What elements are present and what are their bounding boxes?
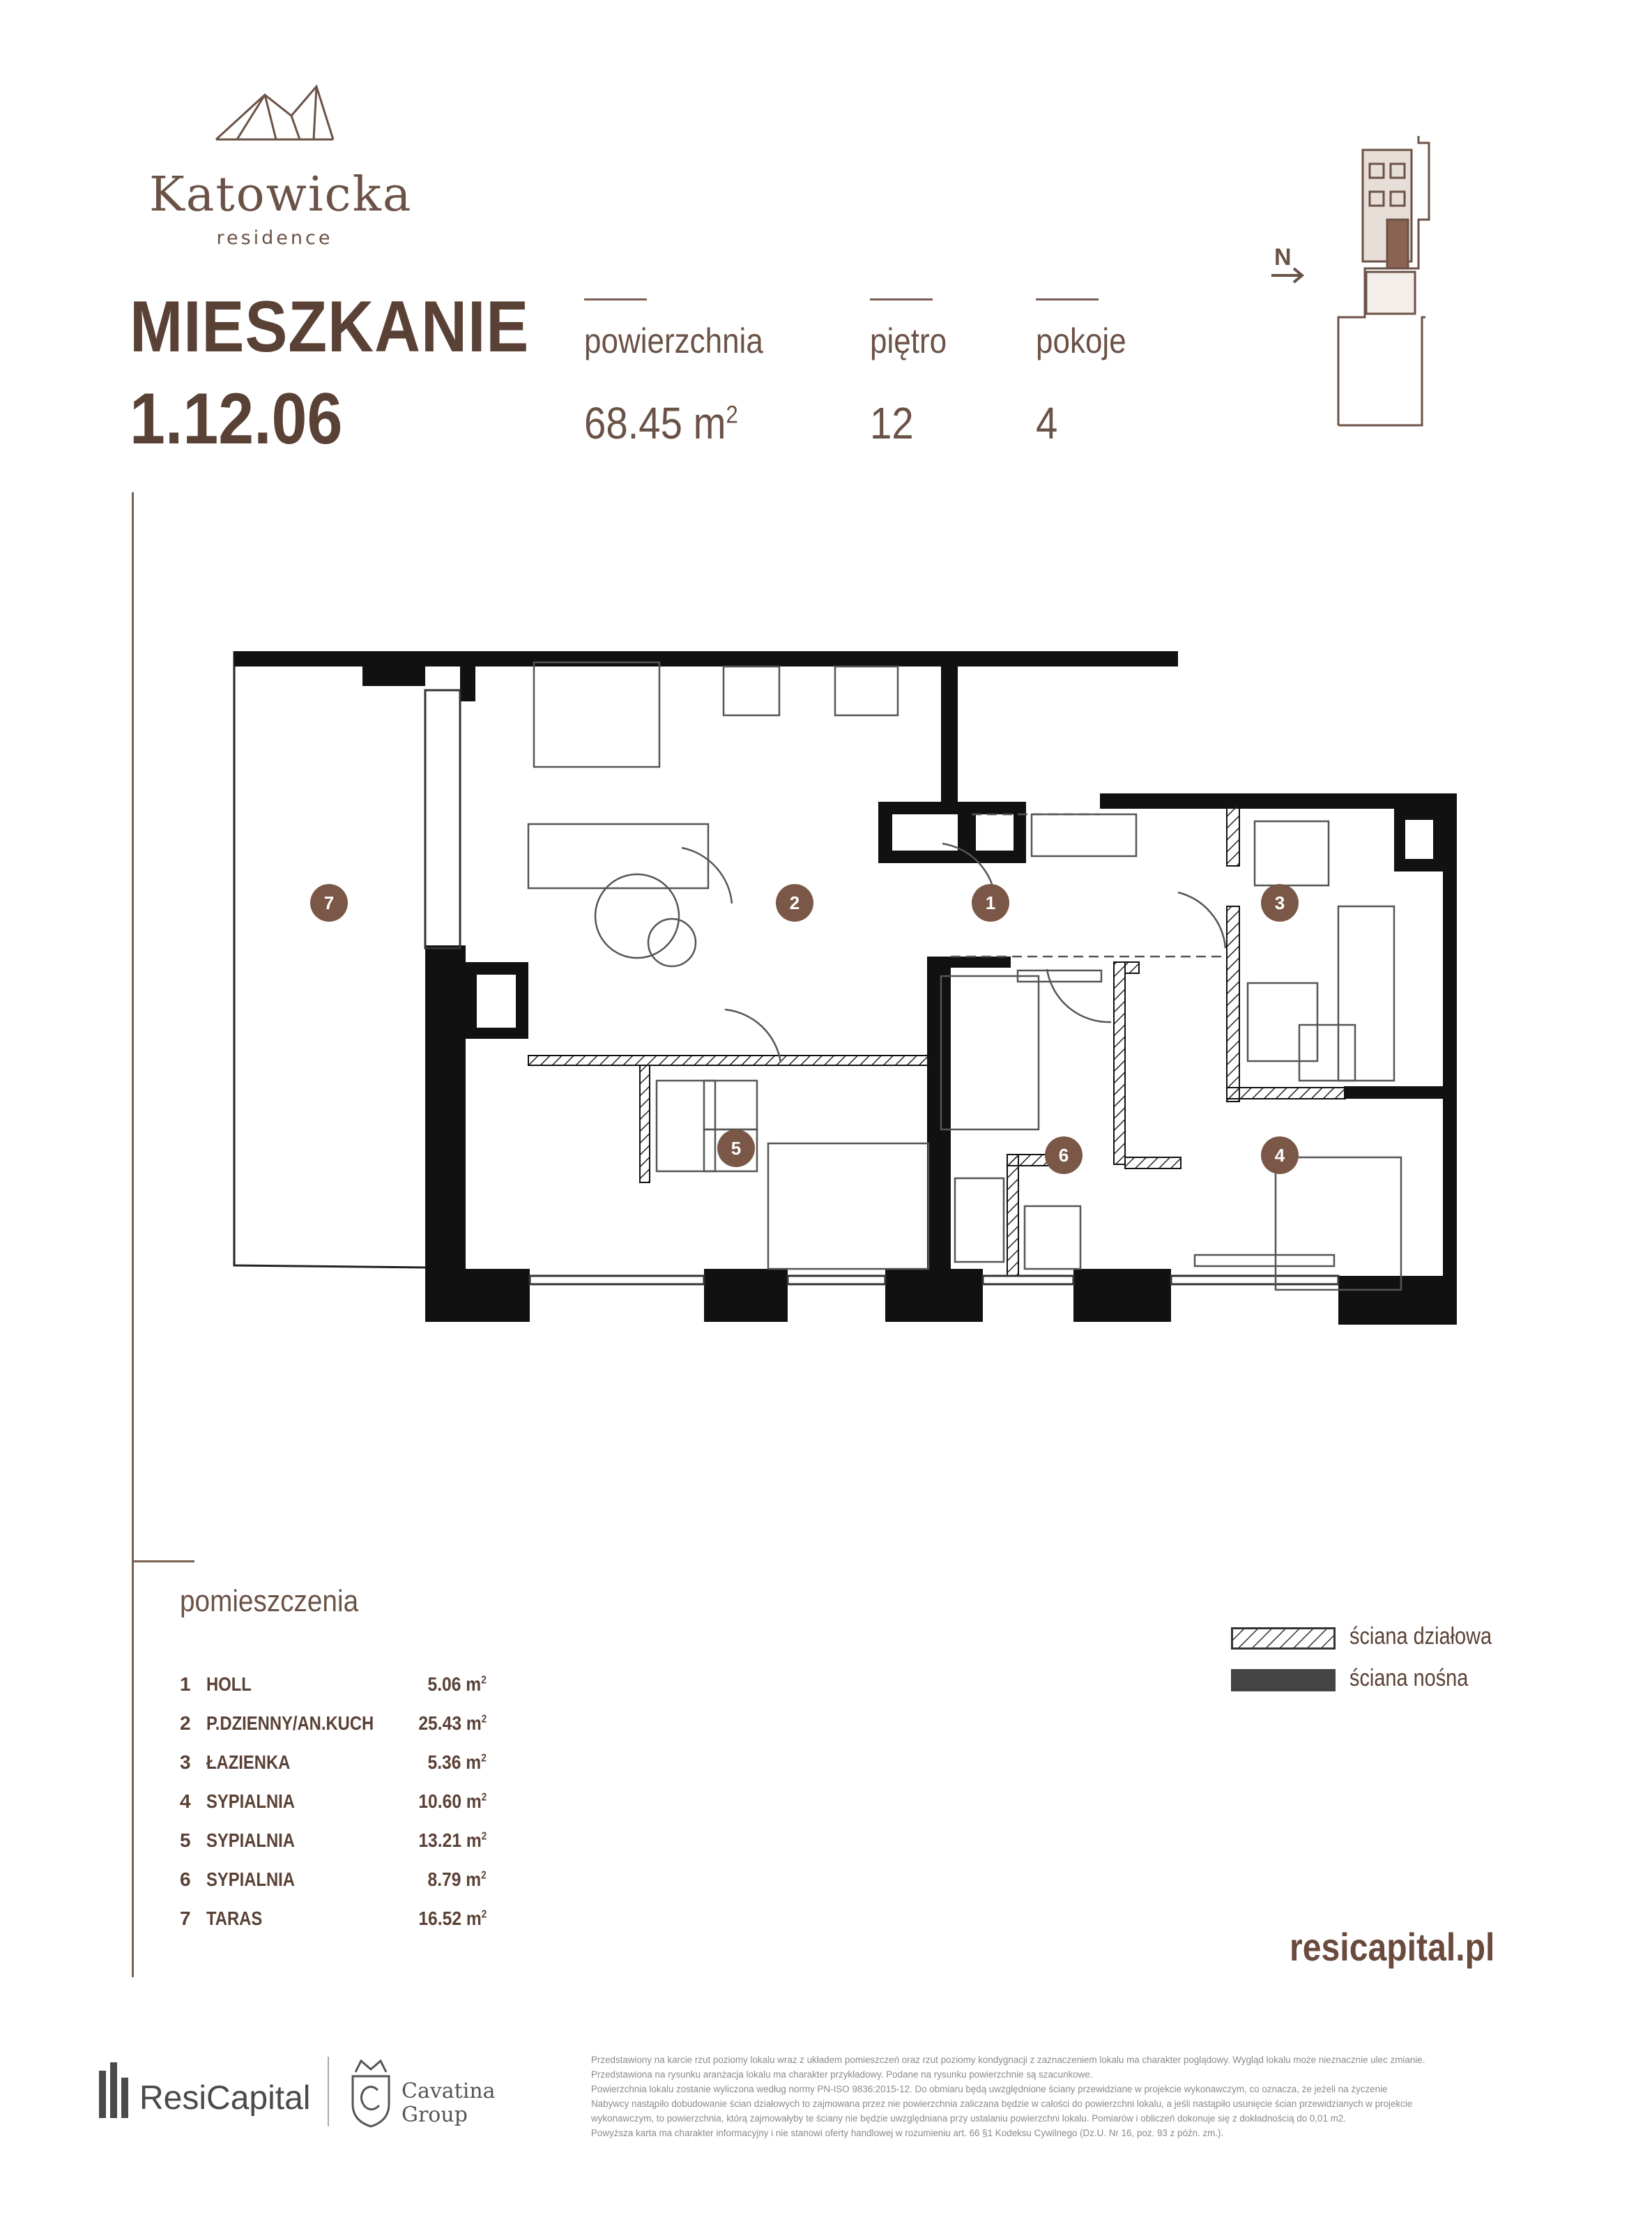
north-label: N <box>1274 244 1292 271</box>
bearing-wall-swatch <box>1231 1669 1336 1691</box>
stat-rule <box>1036 298 1099 300</box>
stat-value-area: 68.45 $m^2$ <box>584 398 738 448</box>
footer-divider <box>328 2057 329 2126</box>
marker-4: 4 <box>1274 1145 1285 1166</box>
room-row: 1 HOLL 5.06 $m^2$ <box>180 1673 487 1695</box>
marker-5: 5 <box>731 1138 742 1159</box>
marker-6: 6 <box>1058 1145 1069 1166</box>
cavatina-group-wordmark: Group <box>401 2103 468 2127</box>
brand-subtitle: residence <box>216 227 333 249</box>
resicapital-logo-icon <box>98 2057 134 2119</box>
marker-2: 2 <box>789 892 800 913</box>
legal-disclaimer: Przedstawiony na karcie rzut poziomy lokalu wraz z układem pomieszczeń oraz rzut poziomy kondygnacji z zaznaczeniem lokalu ma charakter poglądowy. Wygląd lokalu może nieznacznie ulec zmianie. Przedstawiona na rysunku aranżacja lokalu ma charakter przykładowy. Podane na rysunku powierzchnie są szacunkowe. Powierzchnia lokalu zostanie wyliczona według normy PN-ISO 9836:2015-12. Do obmiaru będą uwzględnione ściany przewidziane w projekcie wykonawczym, co oznacza, że jeżeli na życzenie Nabywcy nastąpiło dobudowanie ścian działowych to zajmowana przez nie powierzchnia zaliczana będzie w całości do powierzchni lokalu, a jeśli nastąpiło usunięcie ścian przewidzianych w projekcie wykonawczym, to powierzchnia, którą zajmowałyby te ściany nie będzie uwzględniana przy ustalaniu powierzchni lokalu. Pomiarów i obliczeń dokonuje się z dokładnością do 0,01 m2. Powyższa karta ma charakter informacyjny i nie stanowi oferty handlowej w rozumieniu art. 66 §1 Kodeksu Cywilnego (Dz.U. Nr 16, poz. 93 z późn. zm.). <box>591 2055 1425 2138</box>
furniture <box>528 662 1401 1290</box>
website-link[interactable]: resicapital.pl <box>1290 1925 1495 1969</box>
room-row: 6 SYPIALNIA 8.79 $m^2$ <box>180 1868 487 1890</box>
side-rule <box>132 492 134 1977</box>
bearing-walls <box>234 651 1457 1325</box>
stat-value-rooms: 4 <box>1036 398 1058 448</box>
stat-value-floor: 12 <box>870 398 914 448</box>
stat-label-area: powierzchnia <box>584 321 763 360</box>
north-arrow-icon <box>1271 268 1302 282</box>
stat-rule <box>584 298 647 300</box>
resicapital-wordmark: ResiCapital <box>139 2080 311 2117</box>
building-keyplan <box>1262 136 1443 429</box>
side-tick <box>132 1560 194 1562</box>
cavatina-crest-icon <box>349 2055 393 2128</box>
room-row: 5 SYPIALNIA 13.21 $m^2$ <box>180 1829 487 1851</box>
marker-1: 1 <box>985 892 996 913</box>
legend-partition-label: ściana działowa <box>1349 1623 1492 1650</box>
stat-rule <box>870 298 933 300</box>
room-row: 4 SYPIALNIA 10.60 $m^2$ <box>180 1790 487 1812</box>
windows <box>425 690 1338 1284</box>
room-row: 3 ŁAZIENKA 5.36 $m^2$ <box>180 1751 487 1773</box>
marker-3: 3 <box>1274 892 1285 913</box>
room-row: 7 TARAS 16.52 $m^2$ <box>180 1908 487 1929</box>
terrace <box>234 651 425 1267</box>
partition-wall-swatch <box>1231 1627 1336 1650</box>
stat-label-floor: piętro <box>870 321 947 360</box>
brand-name: Katowicka <box>149 167 413 222</box>
mountain-logo-icon <box>209 82 335 145</box>
stat-label-rooms: pokoje <box>1036 321 1126 360</box>
floor-plan <box>230 641 1457 1353</box>
cavatina-wordmark: Cavatina <box>401 2079 496 2103</box>
marker-7: 7 <box>323 892 335 913</box>
room-row: 2 P.DZIENNY/AN.KUCH 25.43 $m^2$ <box>180 1712 487 1734</box>
apartment-number: 1.12.06 <box>130 379 343 459</box>
apartment-label: MIESZKANIE <box>130 287 530 367</box>
rooms-title: pomieszczenia <box>180 1584 359 1618</box>
legend-bearing-label: ściana nośna <box>1349 1665 1469 1691</box>
